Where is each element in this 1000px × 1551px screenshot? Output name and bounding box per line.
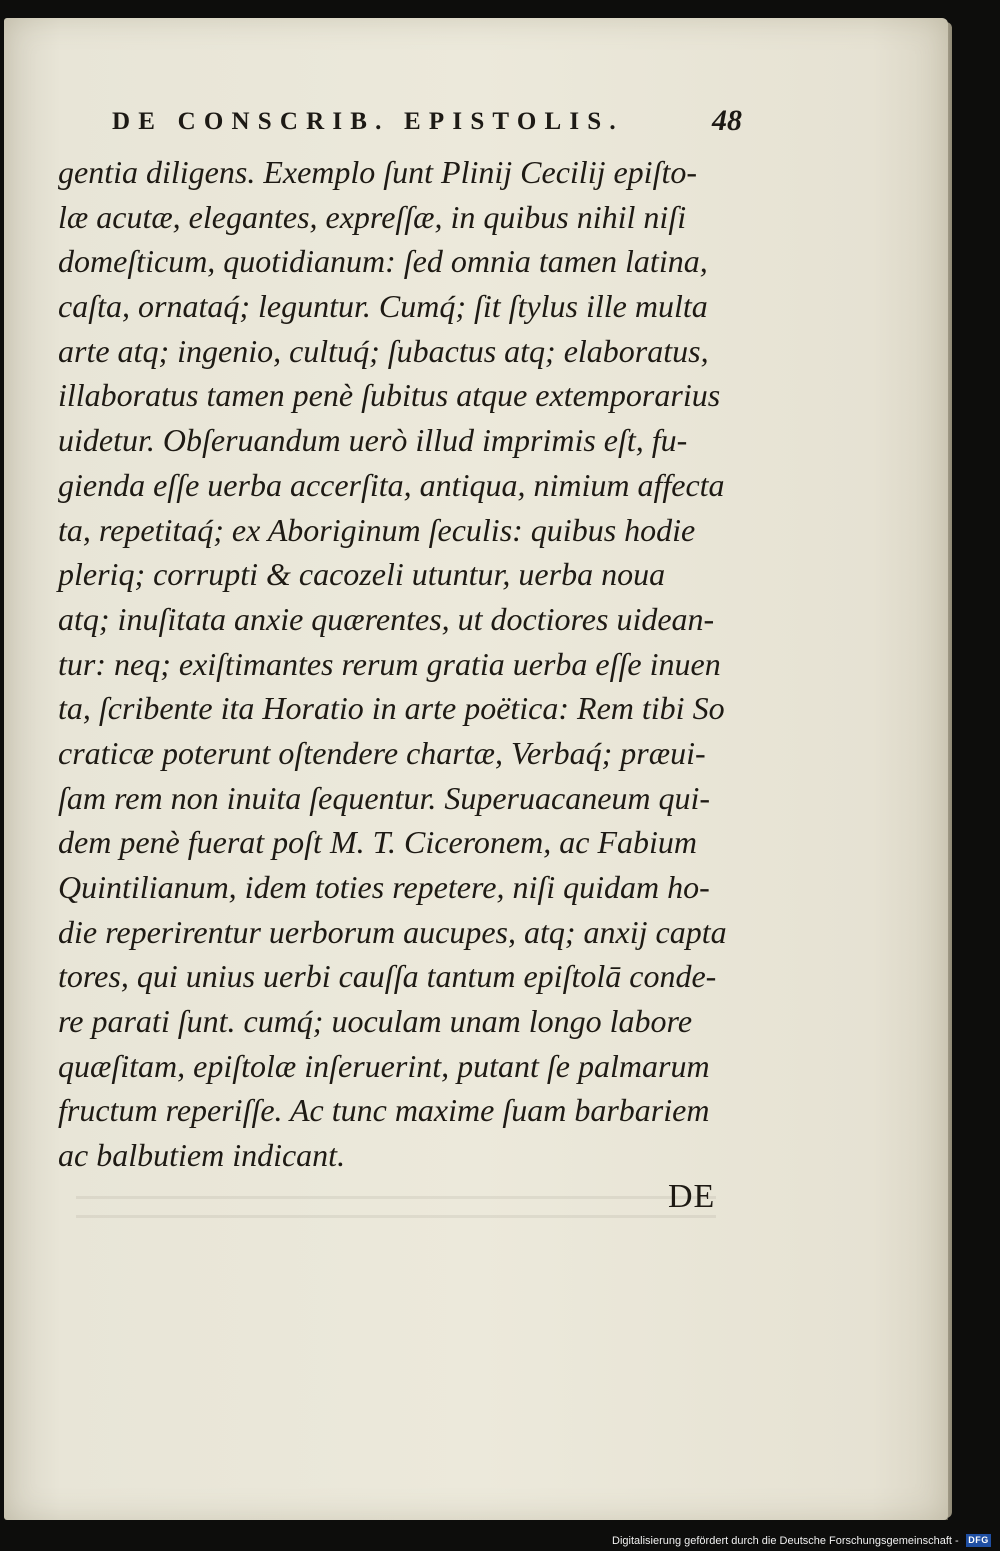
text-line: ta, repetitaq́; ex Aboriginum ſeculis: quibus hodie (58, 511, 696, 548)
text-line: dem penè fuerat poſt M. T. Ciceronem, ac Fabium (58, 824, 697, 861)
running-head (112, 104, 762, 140)
text-line: ſam rem non inuita ſequentur. Superuacaneum qui- (58, 779, 711, 816)
text-line: die reperirentur uerborum aucupes, atq; anxij capta (58, 913, 727, 950)
running-title: DE CONSCRIB. EPISTOLIS. (112, 108, 624, 135)
body-text (58, 150, 748, 1178)
text-line: ac balbutiem indicant. (58, 1137, 346, 1174)
text-line: craticæ poterunt oſtendere chartæ, Verbaq́; præui- (58, 734, 706, 771)
text-line: quæſitam, epiſtolæ inſeruerint, putant ſe palmarum (58, 1047, 710, 1084)
text-line: re parati ſunt. cumq́; uoculam unam longo labore (58, 1003, 693, 1040)
text-line: uidetur. Obſeruandum uerò illud imprimis eſt, fu- (58, 422, 688, 459)
text-line: illaboratus tamen penè ſubitus atque extemporarius (58, 377, 721, 414)
text-line: pleriq; corrupti & cacozeli utuntur, uerba noua (58, 556, 666, 593)
text-line: gentia diligens. Exemplo ſunt Plinij Cecilij epiſto- (58, 154, 697, 190)
text-line: gienda eſſe uerba accerſita, antiqua, nimium affecta (58, 466, 725, 503)
text-line: caſta, ornataq́; leguntur. Cumq́; ſit ſtylus ille multa (58, 288, 708, 325)
text-line: tores, qui unius uerbi cauſſa tantum epiſtolā conde- (58, 958, 717, 995)
text-line: fructum reperiſſe. Ac tunc maxime ſuam barbariem (58, 1092, 710, 1129)
text-line: atq; inuſitata anxie quærentes, ut doctiores uidean- (58, 600, 715, 637)
text-line: læ acutæ, elegantes, expreſſæ, in quibus nihil niſi (58, 198, 687, 235)
page-number: 48 (712, 104, 742, 137)
text-line: Quintilianum, idem toties repetere, niſi quidam ho- (58, 869, 710, 905)
text-line: ta, ſcribente ita Horatio in arte poëtica: Rem tibi So (58, 690, 725, 727)
text-line: domeſticum, quotidianum: ſed omnia tamen latina, (58, 243, 708, 280)
catchword: DE (668, 1178, 716, 1215)
text-line: tur: neq; exiſtimantes rerum gratia uerba eſſe inuen (58, 645, 721, 682)
dfg-logo: DFG (966, 1534, 991, 1547)
show-through-ink (76, 1180, 716, 1220)
digitization-credit: Digitalisierung gefördert durch die Deutsche Forschungsgemeinschaft - (612, 1535, 959, 1547)
text-line: arte atq; ingenio, cultuq́; ſubactus atq; elaboratus, (58, 332, 709, 369)
